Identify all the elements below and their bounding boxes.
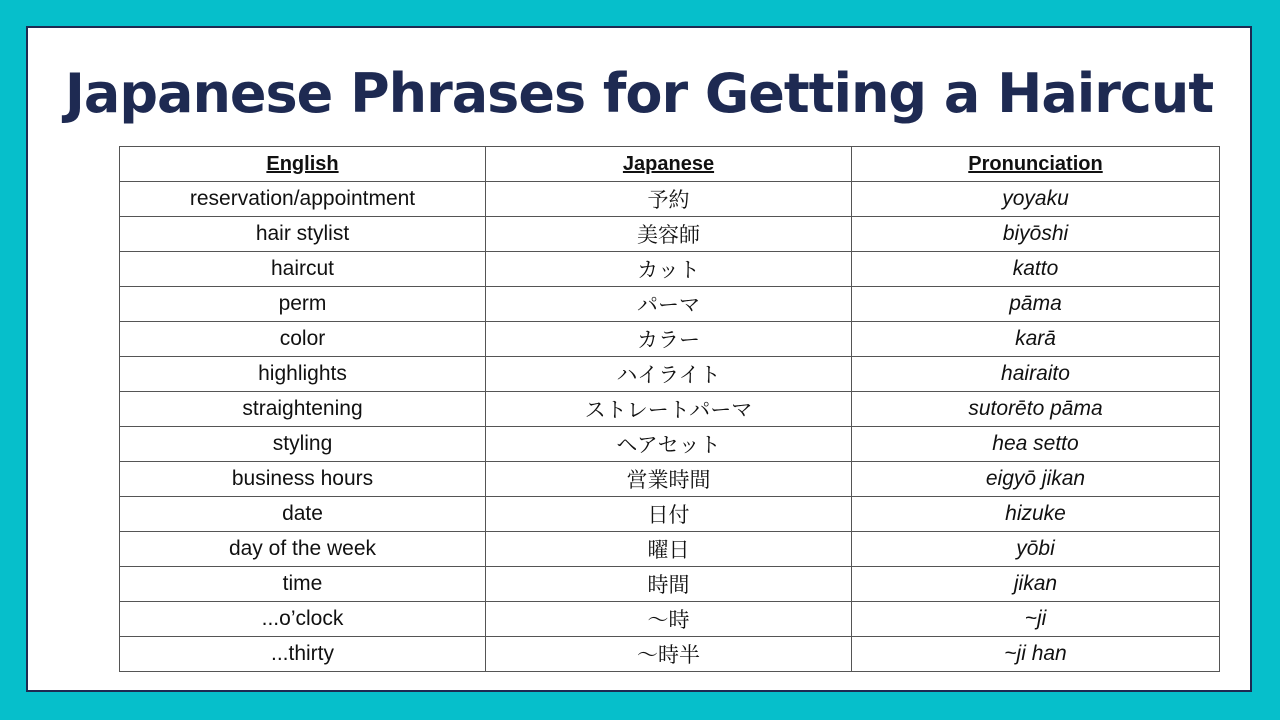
- english-cell: straightening: [120, 392, 486, 427]
- japanese-cell: 曜日: [486, 532, 852, 567]
- english-cell: color: [120, 322, 486, 357]
- phrases-table: [119, 146, 1220, 672]
- english-cell: styling: [120, 427, 486, 462]
- japanese-cell: パーマ: [486, 287, 852, 322]
- japanese-cell: 予約: [486, 182, 852, 217]
- pronunciation-cell: jikan: [852, 567, 1220, 602]
- table-row: [120, 287, 1220, 322]
- table-row: [120, 357, 1220, 392]
- english-cell: haircut: [120, 252, 486, 287]
- pronunciation-cell: ~ji han: [852, 637, 1220, 672]
- header-pronunciation: Pronunciation: [852, 147, 1220, 182]
- japanese-cell: ストレートパーマ: [486, 392, 852, 427]
- english-cell: time: [120, 567, 486, 602]
- japanese-cell: 〜時半: [486, 637, 852, 672]
- japanese-cell: カラー: [486, 322, 852, 357]
- table-row: [120, 637, 1220, 672]
- table-row: [120, 392, 1220, 427]
- japanese-cell: 時間: [486, 567, 852, 602]
- table-row: [120, 217, 1220, 252]
- japanese-cell: ハイライト: [486, 357, 852, 392]
- table-row: [120, 252, 1220, 287]
- pronunciation-cell: sutorēto pāma: [852, 392, 1220, 427]
- pronunciation-cell: ~ji: [852, 602, 1220, 637]
- table-row: [120, 182, 1220, 217]
- slide-card: [26, 26, 1252, 692]
- pronunciation-cell: katto: [852, 252, 1220, 287]
- english-cell: ...thirty: [120, 637, 486, 672]
- english-cell: day of the week: [120, 532, 486, 567]
- japanese-cell: 日付: [486, 497, 852, 532]
- japanese-cell: ヘアセット: [486, 427, 852, 462]
- english-cell: ...o’clock: [120, 602, 486, 637]
- pronunciation-cell: biyōshi: [852, 217, 1220, 252]
- table-header-row: [120, 147, 1220, 182]
- pronunciation-cell: yōbi: [852, 532, 1220, 567]
- pronunciation-cell: pāma: [852, 287, 1220, 322]
- japanese-cell: 美容師: [486, 217, 852, 252]
- english-cell: date: [120, 497, 486, 532]
- pronunciation-cell: yoyaku: [852, 182, 1220, 217]
- table-row: [120, 322, 1220, 357]
- pronunciation-cell: hairaito: [852, 357, 1220, 392]
- pronunciation-cell: karā: [852, 322, 1220, 357]
- japanese-cell: 営業時間: [486, 462, 852, 497]
- pronunciation-cell: hea setto: [852, 427, 1220, 462]
- pronunciation-cell: hizuke: [852, 497, 1220, 532]
- table-row: [120, 532, 1220, 567]
- table-row: [120, 497, 1220, 532]
- table-row: [120, 602, 1220, 637]
- english-cell: perm: [120, 287, 486, 322]
- table-row: [120, 567, 1220, 602]
- pronunciation-cell: eigyō jikan: [852, 462, 1220, 497]
- table-row: [120, 427, 1220, 462]
- english-cell: reservation/appointment: [120, 182, 486, 217]
- english-cell: hair stylist: [120, 217, 486, 252]
- japanese-cell: 〜時: [486, 602, 852, 637]
- page-title: Japanese Phrases for Getting a Haircut: [64, 62, 1214, 125]
- english-cell: highlights: [120, 357, 486, 392]
- header-japanese: Japanese: [486, 147, 852, 182]
- japanese-cell: カット: [486, 252, 852, 287]
- header-english: English: [120, 147, 486, 182]
- table-row: [120, 462, 1220, 497]
- english-cell: business hours: [120, 462, 486, 497]
